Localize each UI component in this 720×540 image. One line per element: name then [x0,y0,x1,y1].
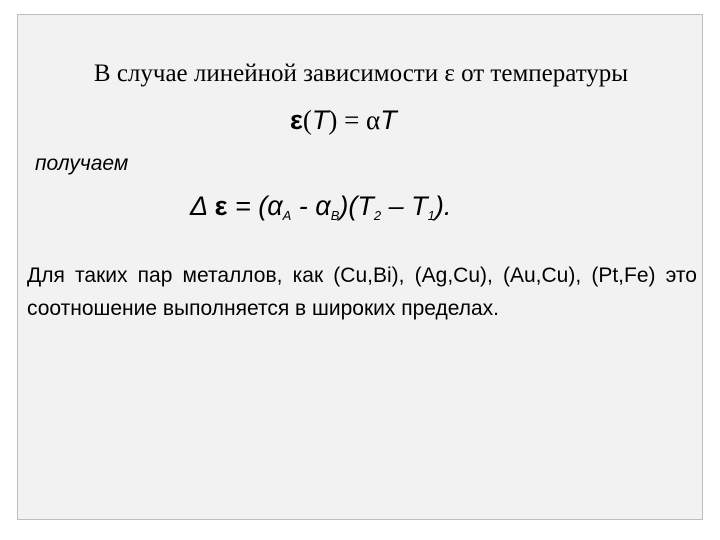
formula-equals-open: = ( [227,191,268,221]
subscript-2: 2 [373,208,382,223]
delta-symbol: Δ [190,191,215,221]
formula-equals: ) = [328,105,367,135]
formula-mid: )(T [339,191,374,221]
alpha-a-symbol: α [267,191,283,221]
epsilon-symbol-bold: ε [214,191,228,221]
formula-close: ). [434,191,452,221]
formula-variable-t-right: T [380,105,397,135]
getting-label: получаем [35,152,129,175]
formula-minus: - [291,191,316,221]
subscript-1: 1 [427,208,435,223]
formula-linear-dependence [290,105,397,136]
formula-delta-epsilon [190,191,451,223]
slide-panel [17,14,703,520]
alpha-b-symbol: α [315,191,331,221]
alpha-symbol: α [366,105,381,135]
formula-paren-open: ( [302,105,312,135]
subscript-a: A [282,208,292,223]
formula-dash: – T [381,191,428,221]
subscript-b: B [330,208,340,223]
formula-variable-t: T [311,105,329,135]
intro-text: В случае линейной зависимости ε от температуры [93,60,629,87]
epsilon-symbol: ε [290,105,303,135]
body-paragraph: Для таких пар металлов, как (Cu,Bi), (Ag,Cu), (Au,Cu), (Pt,Fe) это соотношение выполняется в широких пределах. [27,264,697,320]
